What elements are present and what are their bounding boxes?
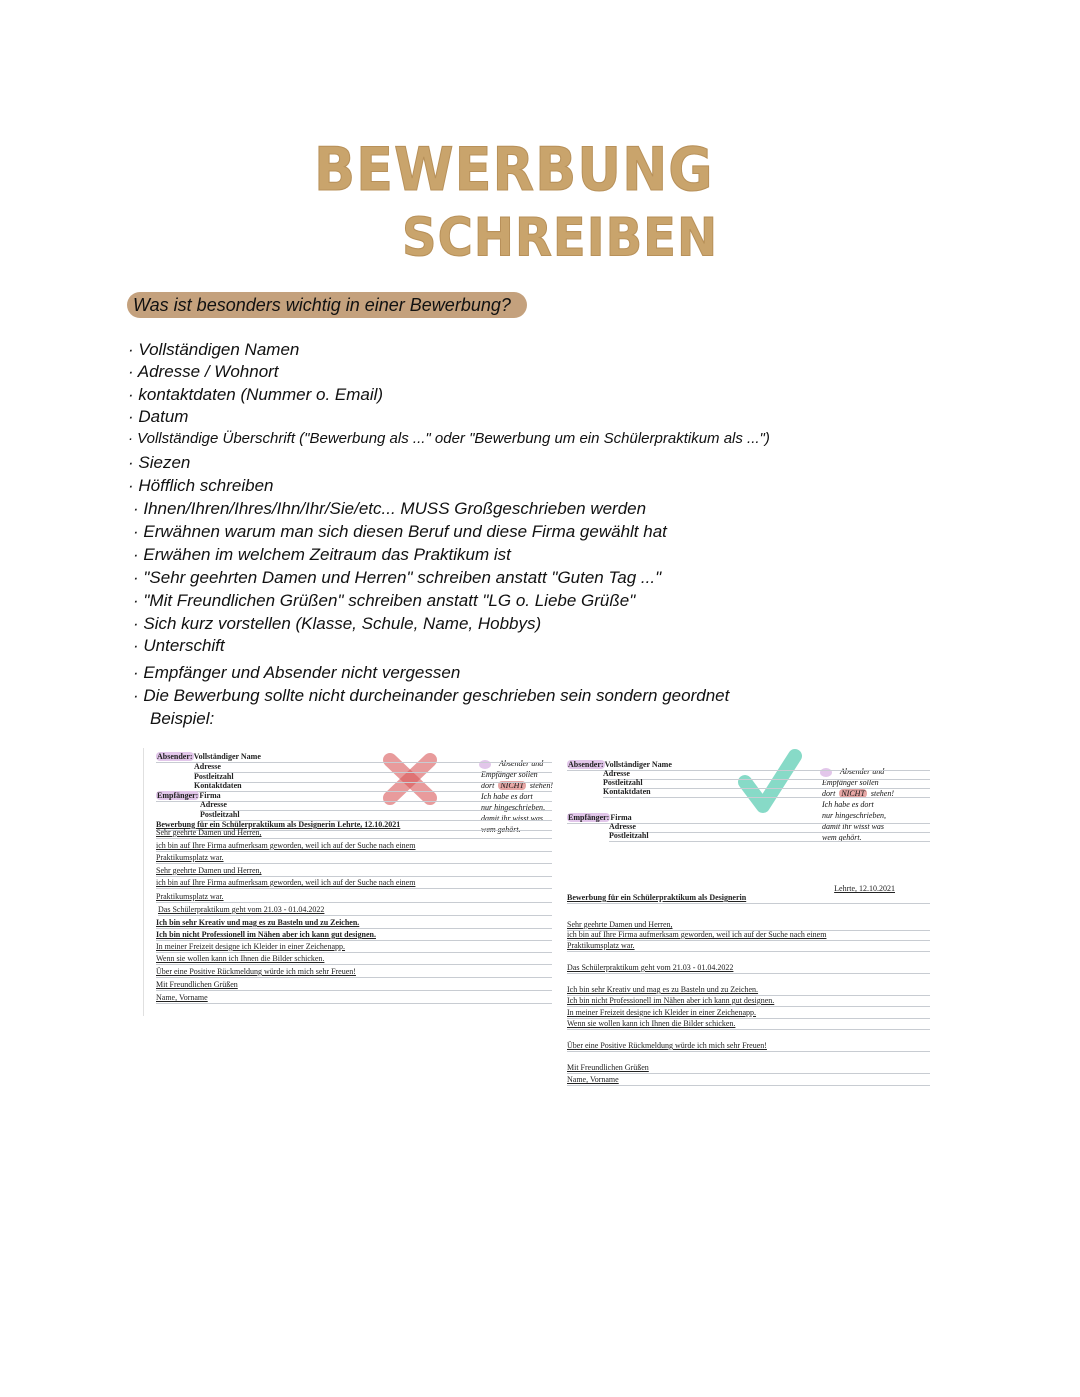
line-text: Das Schülerpraktikum geht vom 21.03 - 01.04.2022 — [567, 963, 734, 972]
bullet-item: · "Sehr geehrten Damen und Herren" schreiben anstatt "Guten Tag ..." — [133, 568, 662, 587]
document-line — [567, 1019, 930, 1030]
document-line — [567, 1008, 930, 1019]
document-line — [156, 878, 552, 889]
document-line — [567, 985, 930, 996]
line-text: Sehr geehrte Damen und Herren, — [567, 920, 673, 929]
note-text: Absender und — [840, 767, 885, 776]
note-text: wem gehört. — [481, 825, 521, 834]
document-line — [156, 942, 552, 953]
line-text: Bewerbung für ein Schülerpraktikum als Designerin Lehrte, 12.10.2021 — [156, 820, 401, 829]
document-line — [156, 892, 552, 903]
bullet-item: · Siezen — [128, 453, 191, 472]
line-text: Praktikumsplatz war. — [156, 853, 224, 862]
line-text: Praktikumsplatz war. — [156, 892, 224, 901]
note-text: nur hingeschrieben, — [481, 803, 545, 812]
note-text: Empfänger sollen — [822, 778, 879, 787]
good-example-document — [565, 750, 932, 1095]
bullet-item: · Datum — [128, 407, 189, 426]
note-text: damit ihr wisst was — [481, 814, 544, 823]
line-text: Ich bin nicht Professionell im Nähen aber ich kann gut designen. — [156, 930, 376, 939]
line-text: Postleitzahl — [200, 810, 240, 819]
note-text: wem gehört. — [822, 833, 862, 842]
line-text: Über eine Positive Rückmeldung würde ich mich sehr Freuen! — [567, 1041, 767, 1050]
line-text: Praktikumsplatz war. — [567, 941, 635, 950]
bullet-item: · kontaktdaten (Nummer o. Email) — [128, 385, 384, 404]
line-text: Vollständiger Name — [604, 760, 672, 769]
document-line — [567, 930, 930, 941]
field-label: Absender: — [157, 752, 193, 761]
document-line — [156, 918, 552, 929]
line-text: Kontaktdaten — [194, 781, 242, 790]
document-line — [158, 905, 552, 916]
note-text: Ich habe es dort — [481, 792, 533, 801]
line-text: Ich bin sehr Kreativ und mag es zu Basteln und zu Zeichen. — [156, 918, 360, 927]
document-line — [567, 1041, 930, 1052]
emphasis-not: NICHT — [841, 789, 865, 798]
line-text: Name, Vorname — [156, 993, 208, 1002]
line-text: ich bin auf Ihre Firma aufmerksam geworden, weil ich auf der Suche nach einem — [156, 878, 416, 887]
line-text: Über eine Positive Rückmeldung würde ich mich sehr Freuen! — [156, 967, 356, 976]
line-text: Adresse — [609, 822, 636, 831]
note-text: stehen! — [529, 781, 554, 790]
field-label: Empfänger: — [157, 791, 199, 800]
bullet-item: · "Mit Freundlichen Grüßen" schreiben anstatt "LG o. Liebe Grüße" — [133, 591, 636, 610]
document-line — [567, 893, 930, 904]
note-text: Ich habe es dort — [822, 800, 874, 809]
emphasis-not: NICHT — [500, 781, 524, 790]
line-text: Wenn sie wollen kann ich Ihnen die Bilder schicken. — [567, 1019, 736, 1028]
bullet-item: · Vollständige Überschrift ("Bewerbung als ..." oder "Bewerbung um ein Schülerpraktikum als ...") — [128, 430, 770, 447]
bad-example-document — [143, 748, 556, 1016]
line-text: Sehr geehrte Damen und Herren, — [156, 828, 262, 837]
line-text: Mit Freundlichen Grüßen — [156, 980, 238, 989]
line-text: Wenn sie wollen kann ich Ihnen die Bilder schicken. — [156, 954, 325, 963]
line-text: Vollständiger Name — [193, 752, 261, 761]
line-text: Postleitzahl — [609, 831, 649, 840]
document-line — [567, 1063, 930, 1074]
document-line — [156, 930, 552, 941]
document-line — [156, 866, 552, 877]
line-text: Ich bin nicht Professionell im Nähen aber ich kann gut designen. — [567, 996, 775, 1005]
line-text: Firma — [199, 791, 221, 800]
document-line — [567, 996, 930, 1007]
document-line — [156, 954, 552, 965]
bullet-item: · Höfflich schreiben — [128, 476, 274, 495]
note-text: dort — [822, 789, 836, 798]
bullet-item: · Adresse / Wohnort — [128, 362, 279, 381]
line-text: Postleitzahl — [603, 778, 643, 787]
line-text: Adresse — [200, 800, 227, 809]
note-line — [822, 799, 878, 810]
title-line-2: SCHREIBEN — [402, 207, 719, 269]
line-text: Ich bin sehr Kreativ und mag es zu Basteln und zu Zeichen. — [567, 985, 759, 994]
document-line — [567, 1075, 930, 1086]
line-text: Adresse — [603, 769, 630, 778]
field-label: Empfänger: — [568, 813, 610, 822]
line-text: Lehrte, 12.10.2021 — [834, 884, 895, 893]
line-text: Postleitzahl — [194, 772, 234, 781]
note-text: stehen! — [870, 789, 895, 798]
line-text: Bewerbung für ein Schülerpraktikum als Designerin — [567, 893, 747, 902]
note-text: Empfänger sollen — [481, 770, 538, 779]
bullet-item: Beispiel: — [150, 709, 215, 728]
line-text: In meiner Freizeit designe ich Kleider in einer Zeichenapp. — [156, 942, 346, 951]
line-text: In meiner Freizeit designe ich Kleider in einer Zeichenapp. — [567, 1008, 757, 1017]
line-text: Mit Freundlichen Grüßen — [567, 1063, 649, 1072]
document-line — [609, 831, 930, 842]
line-text: ich bin auf Ihre Firma aufmerksam geworden, weil ich auf der Suche nach einem — [156, 841, 416, 850]
note-text: nur hingeschrieben, — [822, 811, 886, 820]
line-text: ich bin auf Ihre Firma aufmerksam geworden, weil ich auf der Suche nach einem — [567, 930, 827, 939]
document-line — [156, 853, 552, 864]
note-text: Absender und — [499, 759, 544, 768]
document-line — [603, 787, 930, 798]
note-text: dort — [481, 781, 495, 790]
title-line-1: BEWERBUNG — [314, 134, 714, 205]
line-text: Sehr geehrte Damen und Herren, — [156, 866, 262, 875]
document-line — [156, 967, 552, 978]
bullet-item: · Vollständigen Namen — [128, 340, 300, 359]
document-line — [567, 941, 930, 952]
document-line — [156, 828, 552, 839]
section-heading: Was ist besonders wichtig in einer Bewerbung? — [127, 292, 527, 318]
bullet-item: · Erwähnen warum man sich diesen Beruf und diese Firma gewählt hat — [133, 522, 667, 541]
document-line — [156, 993, 552, 1004]
bullet-item: · Empfänger und Absender nicht vergessen — [133, 663, 461, 682]
note-text: damit ihr wisst was — [822, 822, 885, 831]
document-line — [156, 980, 552, 991]
field-label: Absender: — [568, 760, 604, 769]
bullet-item: · Unterschift — [133, 636, 225, 655]
document-line — [156, 841, 552, 852]
bullet-item: · Ihnen/Ihren/Ihres/Ihn/Ihr/Sie/etc... MUSS Großgeschrieben werden — [133, 499, 647, 518]
line-text: Firma — [610, 813, 632, 822]
line-text: Das Schülerpraktikum geht vom 21.03 - 01.04.2022 — [158, 905, 325, 914]
bullet-item: · Erwähen im welchem Zeitraum das Praktikum ist — [133, 545, 511, 564]
document-line — [567, 963, 930, 974]
line-text: Name, Vorname — [567, 1075, 619, 1084]
line-text: Kontaktdaten — [603, 787, 651, 796]
bullet-item: · Sich kurz vorstellen (Klasse, Schule, Name, Hobbys) — [133, 614, 542, 633]
bullet-item: · Die Bewerbung sollte nicht durcheinander geschrieben sein sondern geordnet — [133, 686, 730, 705]
line-text: Adresse — [194, 762, 221, 771]
